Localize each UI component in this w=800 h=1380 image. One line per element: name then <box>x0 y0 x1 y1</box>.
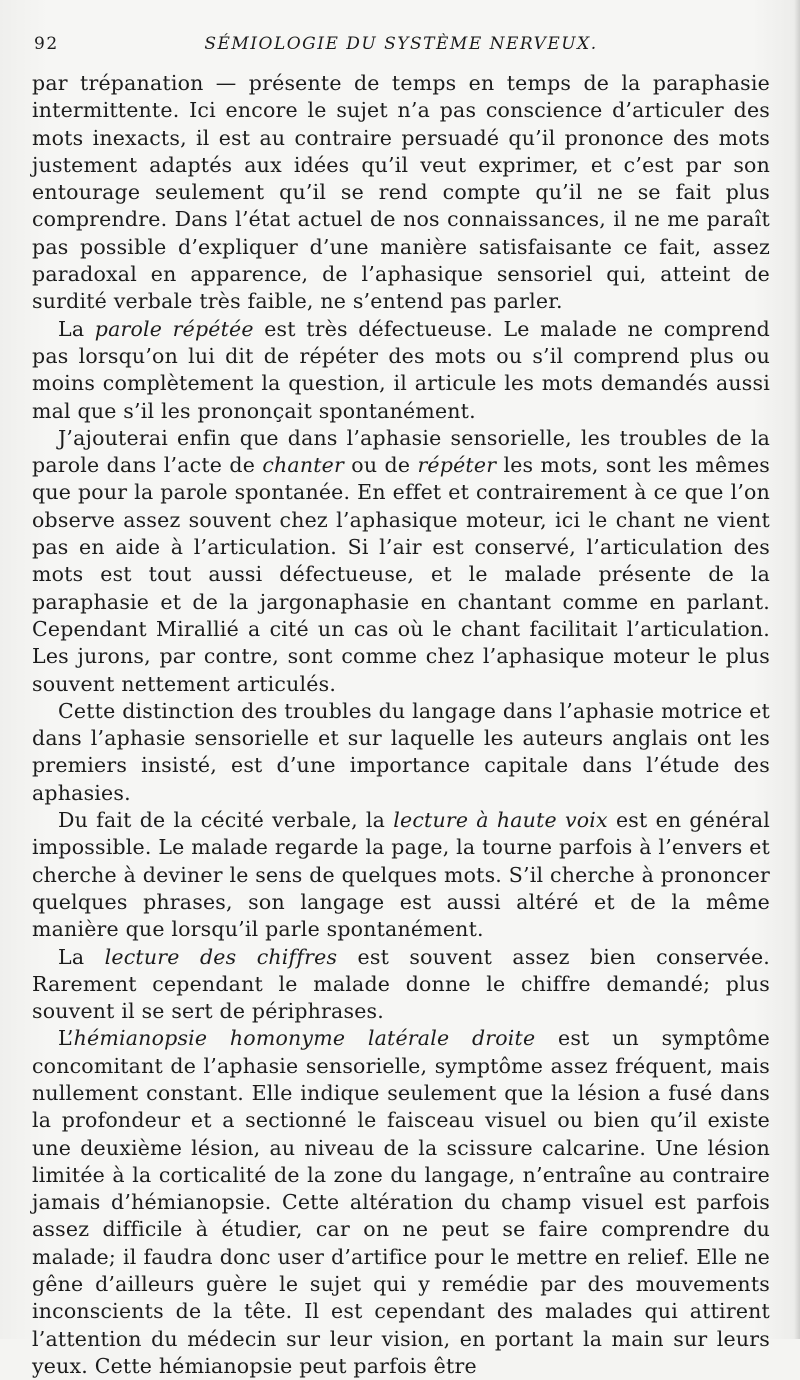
italic-term-hemianopsie: hémianopsie homonyme latérale droite <box>73 1026 536 1051</box>
page-header <box>32 30 770 66</box>
paragraph-3-text-mid: ou de <box>344 453 418 478</box>
running-title: SÉMIOLOGIE DU SYSTÈME NERVEUX. <box>204 34 598 54</box>
italic-term-lecture-chiffres: lecture des chiffres <box>104 944 338 969</box>
paragraph-6-text-cont: est souvent assez bien conservée. Rarement cependant le malade donne le chiffre demandé; plus souvent il se sert de périphrases. <box>32 944 771 1024</box>
body-text <box>32 70 770 1380</box>
italic-term-repeter: répéter <box>417 453 497 478</box>
paragraph-2 <box>32 316 770 425</box>
page-number: 92 <box>34 34 59 54</box>
paragraph-5 <box>32 807 770 943</box>
italic-term-parole-repetee: parole répétée <box>94 316 254 341</box>
paragraph-4: Cette distinction des troubles du langage dans l’aphasie motrice et dans l’aphasie sensorielle et sur laquelle les auteurs anglais ont les premiers insisté, est d’une importance capitale dans l’étude des aphasies. <box>32 698 770 805</box>
italic-term-lecture-haute-voix: lecture à haute voix <box>393 808 608 833</box>
paragraph-3-text: J’ajouterai enfin que dans l’aphasie sensorielle, les troubles de la parole dans l’acte de <box>32 425 770 478</box>
paragraph-2-text-cont: est très défectueuse. Le malade ne comprend pas lorsqu’on lui dit de répéter des mots ou s’il comprend plus ou moins complètement la question, il articule les mots demandés aussi mal que s’il les prononçait spontanément. <box>32 316 771 423</box>
paragraph-1: par trépanation — présente de temps en temps de la paraphasie intermittente. Ici encore le sujet n’a pas conscience d’articuler des mots inexacts, il est au contraire persuadé qu’il prononce des mots justement adaptés aux idées qu’il veut exprimer, et c’est par son entourage seulement qu’il se rend compte qu’il ne se fait plus comprendre. Dans l’état actuel de nos connaissances, il ne me paraît pas possible d’expliquer d’une manière satisfaisante ce fait, assez paradoxal en apparence, de l’aphasique sensoriel qui, atteint de surdité verbale très faible, ne s’entend pas parler. <box>32 71 770 314</box>
paragraph-3-text-cont: les mots, sont les mêmes que pour la parole spontanée. En effet et contrairement à ce que l’on observe assez souvent chez l’aphasique moteur, ici le chant ne vient pas en aide à l’articulation. Si l’air est conservé, l’articulation des mots est tout aussi défectueuse, et le malade présente de la paraphasie et de la jargonaphasie en chantant comme en parlant. Cependant Mirallié a cité un cas où le chant facilitait l’articulation. Les jurons, par contre, sont comme chez l’aphasique moteur le plus souvent nettement articulés. <box>32 453 770 696</box>
paragraph-7 <box>32 1025 770 1380</box>
italic-term-chanter: chanter <box>262 453 345 478</box>
page-edge-shadow <box>794 0 800 1339</box>
paragraph-7-text: L’ <box>58 1026 74 1051</box>
paragraph-6 <box>32 944 770 1026</box>
paragraph-5-text-cont: est en général impossible. Le malade regarde la page, la tourne parfois à l’envers et cherche à deviner le sens de quelques mots. S’il cherche à prononcer quelques phrases, son langage est aussi altéré et de la même manière que lorsqu’il parle spontanément. <box>32 808 770 942</box>
paragraph-6-text: La <box>58 944 105 969</box>
paragraph-7-text-cont: est un symptôme concomitant de l’aphasie sensorielle, symptôme assez fréquent, mais nullement constant. Elle indique seulement que la lésion a fusé dans la profondeur et a sectionné le faisceau visuel ou bien qu’il existe une deuxième lésion, au niveau de la scissure calcarine. Une lésion limitée à la corticalité de la zone du langage, n’entraîne au contraire jamais d’hémianopsie. Cette altération du champ visuel est parfois assez difficile à étudier, car on ne peut se faire comprendre du malade; il faudra donc user d’artifice pour le mettre en relief. Elle ne gêne d’ailleurs guère le sujet qui y remédie par des mouvements inconscients de la tête. Il est cependant des malades qui attirent l’attention du médecin sur leur vision, en portant la main sur leurs yeux. Cette hémianopsie peut parfois être <box>32 1026 770 1378</box>
paragraph-5-text: Du fait de la cécité verbale, la <box>58 808 394 833</box>
paragraph-3 <box>32 425 770 698</box>
paragraph-2-text: La <box>58 316 95 341</box>
